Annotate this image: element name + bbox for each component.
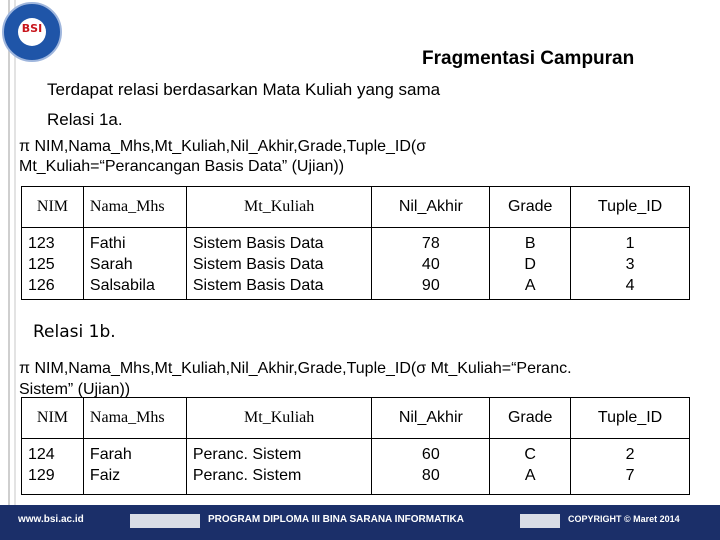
cell-tuple-id: 1 3 4 [571, 228, 690, 300]
footer-bar [0, 505, 720, 540]
relasi-1b-label: Relasi 1b. [33, 322, 116, 342]
relasi-1b-query-line1: π NIM,Nama_Mhs,Mt_Kuliah,Nil_Akhir,Grade,Tuple_ID(σ Mt_Kuliah=“Peranc. [19, 360, 572, 377]
header-nil-akhir: Nil_Akhir [372, 187, 490, 228]
cell-nil-akhir: 78 40 90 [372, 228, 490, 300]
table-header-row [22, 187, 690, 228]
footer-divider [520, 514, 560, 528]
header-mt-kuliah: Mt_Kuliah [186, 398, 372, 439]
decorative-stripe [8, 0, 10, 540]
cell-nim: 124 129 [22, 439, 84, 495]
bsi-logo [2, 2, 62, 62]
relasi-1a-label: Relasi 1a. [47, 110, 123, 129]
cell-nil-akhir: 60 80 [372, 439, 490, 495]
table-row [22, 228, 690, 300]
header-grade: Grade [490, 398, 571, 439]
relasi-1b-table [21, 397, 690, 495]
decorative-stripe [14, 0, 16, 540]
cell-mt-kuliah: Peranc. Sistem Peranc. Sistem [186, 439, 372, 495]
footer-program: PROGRAM DIPLOMA III BINA SARANA INFORMATIKA [208, 514, 464, 525]
slide-title: Fragmentasi Campuran [422, 48, 635, 69]
table-header-row [22, 398, 690, 439]
intro-text: Terdapat relasi berdasarkan Mata Kuliah yang sama [47, 80, 441, 99]
footer-copyright: COPYRIGHT © Maret 2014 [568, 514, 680, 524]
footer-website: www.bsi.ac.id [18, 514, 84, 525]
header-nama-mhs: Nama_Mhs [83, 187, 186, 228]
header-tuple-id: Tuple_ID [571, 187, 690, 228]
relasi-1b-query-line2: Sistem” (Ujian)) [19, 381, 131, 398]
header-mt-kuliah: Mt_Kuliah [186, 187, 372, 228]
relasi-1a-query-line1: π NIM,Nama_Mhs,Mt_Kuliah,Nil_Akhir,Grade,Tuple_ID(σ [19, 138, 427, 155]
header-nim: NIM [22, 187, 84, 228]
cell-nama: Farah Faiz [83, 439, 186, 495]
footer-divider [130, 514, 200, 528]
header-nil-akhir: Nil_Akhir [372, 398, 490, 439]
relasi-1a-query-line2: Mt_Kuliah=“Perancangan Basis Data” (Ujian)) [19, 158, 345, 175]
relasi-1a-table [21, 186, 690, 300]
header-tuple-id: Tuple_ID [571, 398, 690, 439]
header-nama-mhs: Nama_Mhs [83, 398, 186, 439]
cell-tuple-id: 2 7 [571, 439, 690, 495]
header-nim: NIM [22, 398, 84, 439]
cell-grade: B D A [490, 228, 571, 300]
logo-mark: BSI [21, 22, 43, 35]
cell-grade: C A [490, 439, 571, 495]
cell-nim: 123 125 126 [22, 228, 84, 300]
cell-nama: Fathi Sarah Salsabila [83, 228, 186, 300]
header-grade: Grade [490, 187, 571, 228]
cell-mt-kuliah: Sistem Basis Data Sistem Basis Data Sistem Basis Data [186, 228, 372, 300]
table-row [22, 439, 690, 495]
